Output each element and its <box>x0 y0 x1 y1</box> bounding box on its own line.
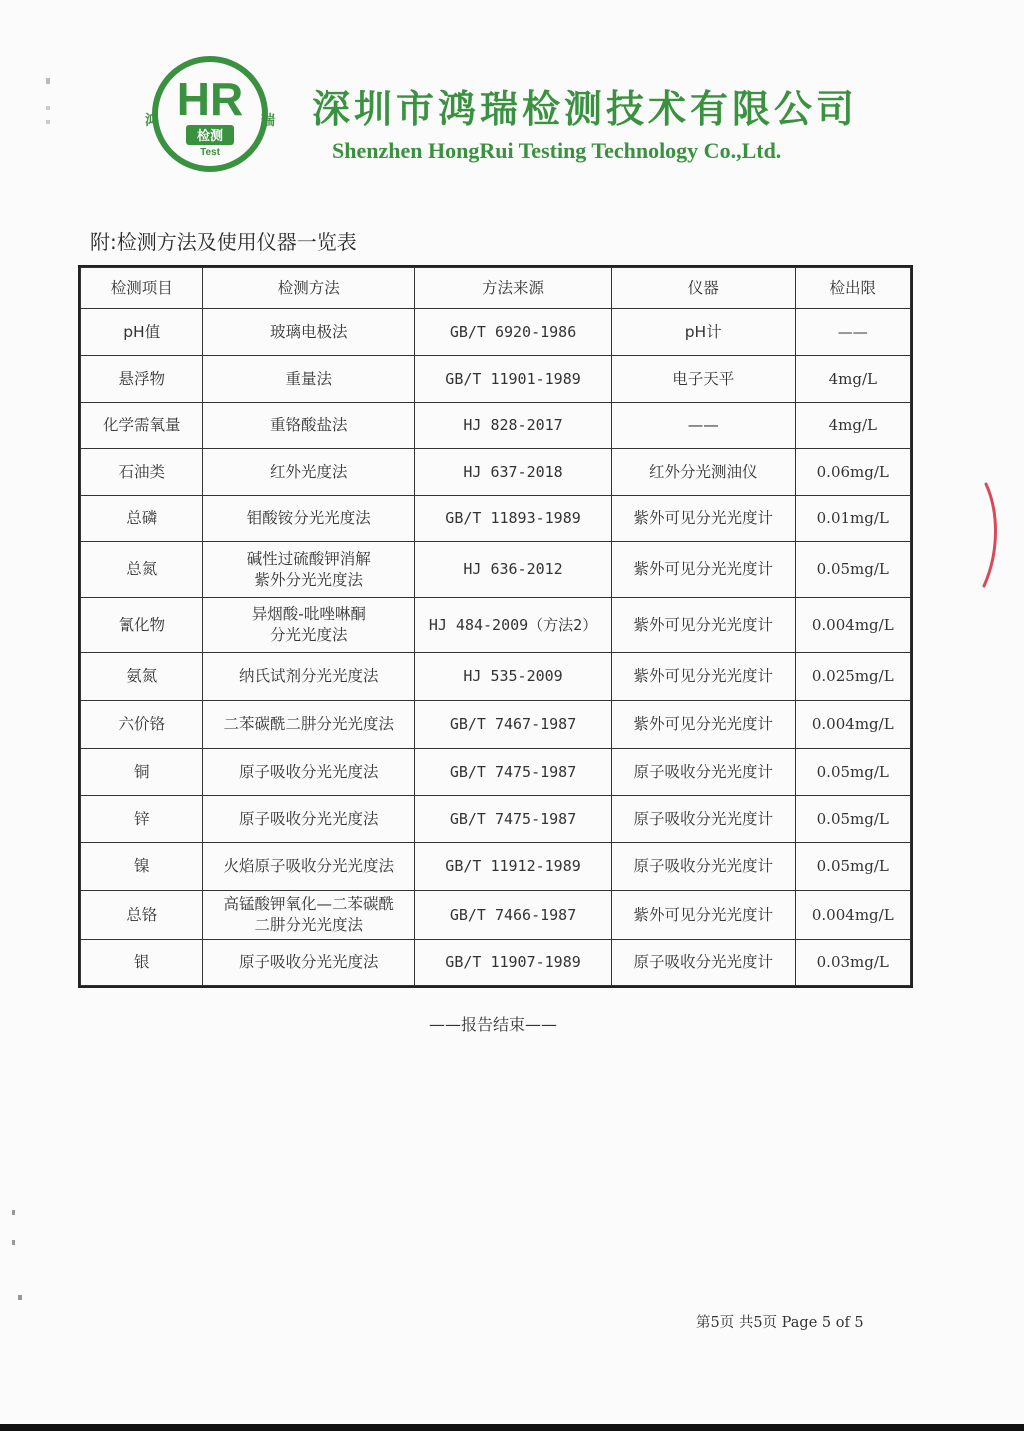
cell-method-line1: 高锰酸钾氧化—二苯碳酰 <box>223 895 395 913</box>
cell-item: 总铬 <box>81 891 203 940</box>
section-title: 附:检测方法及使用仪器一览表 <box>90 230 357 254</box>
header-method: 检测方法 <box>203 268 415 309</box>
cell-limit: 0.004mg/L <box>795 701 910 749</box>
table-header-row <box>81 268 911 309</box>
cell-method: 钼酸铵分光光度法 <box>203 496 415 542</box>
cell-source: HJ 636-2012 <box>415 542 612 598</box>
cell-item: 悬浮物 <box>81 356 203 403</box>
cell-method: 二苯碳酰二肼分光光度法 <box>203 701 415 749</box>
company-name-en: Shenzhen HongRui Testing Technology Co.,Ltd. <box>332 138 782 163</box>
cell-method-line2: 二肼分光光度法 <box>254 916 364 934</box>
logo-right-char: 瑞 <box>261 113 275 129</box>
cell-instrument: 紫外可见分光光度计 <box>611 496 795 542</box>
cell-method: 重量法 <box>203 356 415 403</box>
table-row <box>81 940 911 986</box>
cell-source: HJ 484-2009（方法2） <box>415 598 612 653</box>
page-number: 第5页 共5页 Page 5 of 5 <box>696 1315 864 1331</box>
cell-method: 玻璃电极法 <box>203 309 415 356</box>
cell-source: GB/T 7466-1987 <box>415 891 612 940</box>
header-limit: 检出限 <box>795 268 910 309</box>
table-row <box>81 843 911 891</box>
cell-item: 镍 <box>81 843 203 891</box>
cell-source: GB/T 11907-1989 <box>415 940 612 986</box>
cell-method: 红外光度法 <box>203 449 415 496</box>
cell-method <box>203 542 415 598</box>
methods-table <box>78 265 913 988</box>
cell-source: GB/T 7475-1987 <box>415 796 612 843</box>
cell-instrument: 原子吸收分光光度计 <box>611 749 795 796</box>
header-item: 检测项目 <box>81 268 203 309</box>
cell-method-line2: 紫外分光光度法 <box>254 570 364 589</box>
report-end-note: ——报告结束—— <box>428 1015 557 1034</box>
cell-instrument: 紫外可见分光光度计 <box>611 891 795 940</box>
cell-instrument: 原子吸收分光光度计 <box>611 796 795 843</box>
cell-limit: 0.004mg/L <box>795 598 910 653</box>
cell-limit: 0.01mg/L <box>795 496 910 542</box>
cell-item: 银 <box>81 940 203 986</box>
cell-source: GB/T 7467-1987 <box>415 701 612 749</box>
table-row <box>81 653 911 701</box>
cell-limit: 0.05mg/L <box>795 796 910 843</box>
cell-limit: 0.03mg/L <box>795 940 910 986</box>
cell-instrument: 紫外可见分光光度计 <box>611 653 795 701</box>
stamp-edge-mark <box>978 480 1002 590</box>
cell-method-line1: 异烟酸-吡唑啉酮 <box>251 605 366 623</box>
logo-left-char: 鸿 <box>145 113 159 129</box>
cell-limit: 0.06mg/L <box>795 449 910 496</box>
cell-limit: 0.05mg/L <box>795 542 910 598</box>
header-source: 方法来源 <box>415 268 612 309</box>
cell-source: GB/T 11893-1989 <box>415 496 612 542</box>
cell-item: 氰化物 <box>81 598 203 653</box>
cell-item: 六价铬 <box>81 701 203 749</box>
cell-method: 纳氏试剂分光光度法 <box>203 653 415 701</box>
table-row <box>81 749 911 796</box>
table-row <box>81 449 911 496</box>
cell-limit: 4mg/L <box>795 356 910 403</box>
cell-method-line1: 碱性过硫酸钾消解 <box>246 549 371 568</box>
cell-method <box>203 598 415 653</box>
table-row <box>81 598 911 653</box>
company-logo <box>142 53 278 175</box>
table-row <box>81 701 911 749</box>
cell-method: 重铬酸盐法 <box>203 403 415 449</box>
cell-source: GB/T 7475-1987 <box>415 749 612 796</box>
table-row <box>81 309 911 356</box>
cell-item: 总氮 <box>81 542 203 598</box>
cell-source: GB/T 11901-1989 <box>415 356 612 403</box>
cell-source: GB/T 11912-1989 <box>415 843 612 891</box>
cell-item: 氨氮 <box>81 653 203 701</box>
cell-item: 总磷 <box>81 496 203 542</box>
cell-instrument: pH计 <box>611 309 795 356</box>
cell-instrument: 原子吸收分光光度计 <box>611 940 795 986</box>
cell-limit: 0.05mg/L <box>795 843 910 891</box>
cell-limit: 0.025mg/L <box>795 653 910 701</box>
cell-method: 原子吸收分光光度法 <box>203 940 415 986</box>
cell-source: HJ 637-2018 <box>415 449 612 496</box>
table-row <box>81 403 911 449</box>
cell-limit: 0.05mg/L <box>795 749 910 796</box>
cell-item: 铜 <box>81 749 203 796</box>
cell-item: 锌 <box>81 796 203 843</box>
cell-source: HJ 535-2009 <box>415 653 612 701</box>
cell-item: pH值 <box>81 309 203 356</box>
company-name-cn: 深圳市鸿瑞检测技术有限公司 <box>312 87 859 131</box>
scan-specks <box>10 60 60 1320</box>
cell-instrument: 红外分光测油仪 <box>611 449 795 496</box>
cell-instrument: 紫外可见分光光度计 <box>611 542 795 598</box>
cell-source: HJ 828-2017 <box>415 403 612 449</box>
scan-bottom-edge <box>0 1424 1024 1431</box>
cell-method <box>203 891 415 940</box>
table-row <box>81 542 911 598</box>
cell-method: 火焰原子吸收分光光度法 <box>203 843 415 891</box>
cell-source: GB/T 6920-1986 <box>415 309 612 356</box>
table-row <box>81 496 911 542</box>
header-instrument: 仪器 <box>611 268 795 309</box>
cell-method-line2: 分光光度法 <box>270 626 348 644</box>
cell-instrument: —— <box>611 403 795 449</box>
cell-method: 原子吸收分光光度法 <box>203 796 415 843</box>
table-row <box>81 796 911 843</box>
cell-method: 原子吸收分光光度法 <box>203 749 415 796</box>
cell-instrument: 原子吸收分光光度计 <box>611 843 795 891</box>
cell-instrument: 紫外可见分光光度计 <box>611 701 795 749</box>
logo-sub-cn: 检测 <box>196 129 224 144</box>
cell-instrument: 电子天平 <box>611 356 795 403</box>
cell-instrument: 紫外可见分光光度计 <box>611 598 795 653</box>
table-row <box>81 356 911 403</box>
logo-letters: HR <box>176 73 244 125</box>
table-row <box>81 891 911 940</box>
logo-sub-en: Test <box>200 147 220 158</box>
cell-item: 石油类 <box>81 449 203 496</box>
cell-limit: 4mg/L <box>795 403 910 449</box>
cell-limit: 0.004mg/L <box>795 891 910 940</box>
cell-item: 化学需氧量 <box>81 403 203 449</box>
cell-limit: —— <box>795 309 910 356</box>
